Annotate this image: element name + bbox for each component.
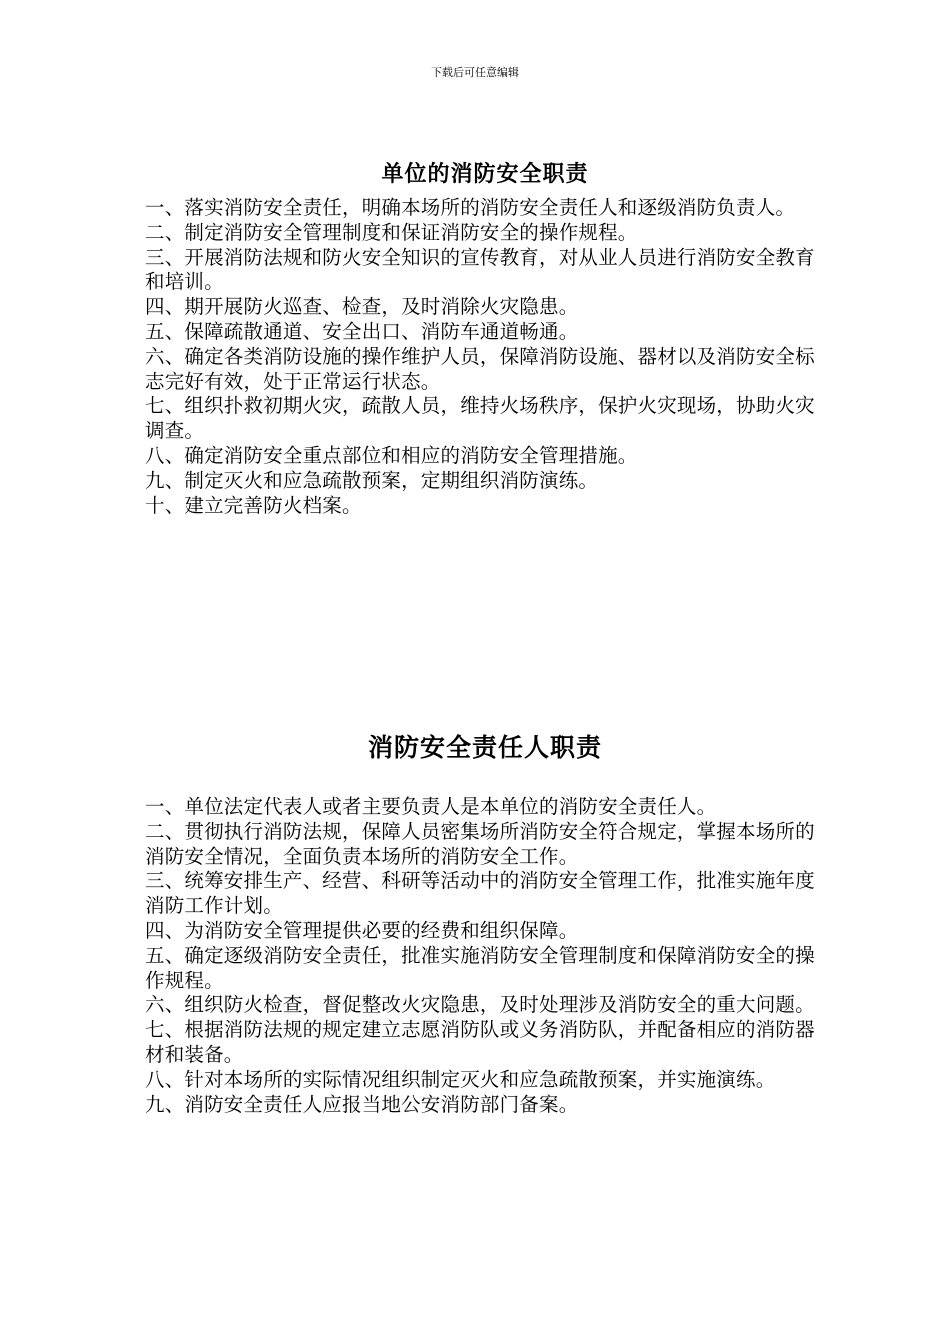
duty-item: 九、制定灭火和应急疏散预案，定期组织消防演练。 xyxy=(145,468,599,492)
duty-item: 八、确定消防安全重点部位和相应的消防安全管理措施。 xyxy=(145,443,638,467)
duty-item: 六、组织防火检查，督促整改火灾隐患，及时处理涉及消防安全的重大问题。 xyxy=(145,993,815,1017)
duty-item: 二、贯彻执行消防法规，保障人员密集场所消防安全符合规定，掌握本场所的消防安全情况，全面负责本场所的消防安全工作。 xyxy=(145,819,815,868)
duty-item: 五、保障疏散通道、安全出口、消防车通道畅通。 xyxy=(145,319,579,343)
duty-item: 五、确定逐级消防安全责任，批准实施消防安全管理制度和保障消防安全的操作规程。 xyxy=(145,943,815,992)
duty-item: 十、建立完善防火档案。 xyxy=(145,493,362,517)
header-note: 下载后可任意编辑 xyxy=(431,66,519,79)
duty-item: 四、期开展防火巡查、检查，及时消除火灾隐患。 xyxy=(145,295,579,319)
duty-item: 二、制定消防安全管理制度和保证消防安全的操作规程。 xyxy=(145,220,638,244)
duty-item: 六、确定各类消防设施的操作维护人员，保障消防设施、器材以及消防安全标志完好有效，处于正常运行状态。 xyxy=(145,344,815,393)
duty-item: 七、组织扑救初期火灾，疏散人员，维持火场秩序，保护火灾现场，协助火灾调查。 xyxy=(145,394,815,443)
section-title: 消防安全责任人职责 xyxy=(367,733,602,762)
duty-item: 七、根据消防法规的规定建立志愿消防队或义务消防队，并配备相应的消防器材和装备。 xyxy=(145,1018,815,1066)
unit-fire-safety-duties-section xyxy=(145,157,825,518)
responsible-person-duties-section xyxy=(145,730,825,1117)
duty-item: 三、统筹安排生产、经营、科研等活动中的消防安全管理工作，批准实施年度消防工作计划。 xyxy=(145,869,815,918)
duty-item: 四、为消防安全管理提供必要的经费和组织保障。 xyxy=(145,918,579,942)
duty-item: 一、单位法定代表人或者主要负责人是本单位的消防安全责任人。 xyxy=(145,795,717,818)
duty-item: 九、消防安全责任人应报当地公安消防部门备案。 xyxy=(145,1092,579,1116)
duty-item: 三、开展消防法规和防火安全知识的宣传教育，对从业人员进行消防安全教育和培训。 xyxy=(145,245,815,294)
section-title: 单位的消防安全职责 xyxy=(381,161,589,187)
duty-item: 八、针对本场所的实际情况组织制定灭火和应急疏散预案，并实施演练。 xyxy=(145,1067,776,1091)
duty-item: 一、落实消防安全责任，明确本场所的消防安全责任人和逐级消防负责人。 xyxy=(145,196,796,219)
